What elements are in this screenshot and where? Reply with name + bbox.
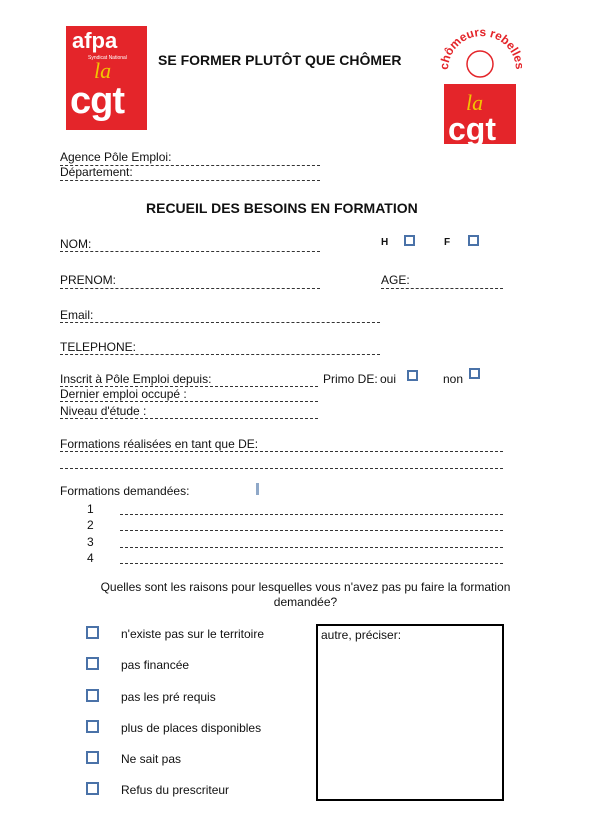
telephone-line[interactable]	[60, 354, 380, 355]
email-label: Email:	[60, 308, 94, 322]
demandee-number-2: 2	[87, 518, 94, 532]
autre-preciser-label: autre, préciser:	[321, 628, 402, 642]
non-checkbox[interactable]	[469, 368, 480, 379]
prenom-label: PRENOM:	[60, 273, 117, 287]
reason-checkbox-2[interactable]	[86, 657, 99, 670]
oui-checkbox[interactable]	[407, 370, 418, 381]
primo-label: Primo DE:	[323, 372, 378, 386]
reason-checkbox-5[interactable]	[86, 751, 99, 764]
dernier-label: Dernier emploi occupé :	[60, 387, 187, 401]
prenom-line[interactable]	[60, 288, 320, 289]
reason-label-2: pas financée	[121, 658, 190, 672]
nom-line[interactable]	[60, 251, 320, 252]
demandees-label: Formations demandées:	[60, 484, 190, 498]
telephone-label: TELEPHONE:	[60, 340, 137, 354]
dernier-line[interactable]	[60, 401, 318, 402]
h-checkbox[interactable]	[404, 235, 415, 246]
realisees-line-2[interactable]	[60, 468, 503, 469]
inscrit-label: Inscrit à Pôle Emploi depuis:	[60, 372, 212, 386]
departement-line[interactable]	[60, 180, 320, 181]
nom-label: NOM:	[60, 237, 92, 251]
realisees-line-1[interactable]	[60, 451, 503, 452]
email-line[interactable]	[60, 322, 380, 323]
reason-checkbox-6[interactable]	[86, 782, 99, 795]
reason-checkbox-3[interactable]	[86, 689, 99, 702]
age-label: AGE:	[381, 273, 410, 287]
reason-label-5: Ne sait pas	[121, 752, 182, 766]
demandee-number-3: 3	[87, 535, 94, 549]
niveau-label: Niveau d'étude :	[60, 404, 147, 418]
non-label: non	[443, 372, 464, 386]
demandee-number-1: 1	[87, 502, 94, 516]
f-checkbox[interactable]	[468, 235, 479, 246]
afpa-cgt-logo	[66, 26, 147, 130]
page-title: SE FORMER PLUTÔT QUE CHÔMER	[158, 52, 402, 68]
logo-la-text: la	[94, 58, 112, 83]
question-line-1: Quelles sont les raisons pour lesquelles vous n'avez pas pu faire la formation	[100, 580, 511, 594]
autre-preciser-box[interactable]	[316, 624, 504, 801]
logo-right-cgt: cgt	[448, 111, 496, 146]
logo-arc-text: chômeurs rebell	[438, 26, 522, 71]
reason-label-1: n'existe pas sur le territoire	[121, 627, 265, 641]
agence-label: Agence Pôle Emploi:	[60, 150, 172, 164]
age-line[interactable]	[381, 288, 503, 289]
h-label: H	[381, 237, 389, 248]
reason-label-3: pas les pré requis	[121, 690, 216, 704]
text-cursor-mark	[256, 483, 259, 495]
demandee-line-4[interactable]	[120, 563, 503, 564]
f-label: F	[444, 237, 451, 248]
demandee-line-1[interactable]	[120, 514, 503, 515]
niveau-line[interactable]	[60, 418, 318, 419]
reason-label-6: Refus du prescriteur	[121, 783, 230, 797]
logo-cgt-text: cgt	[70, 80, 124, 122]
demandee-line-2[interactable]	[120, 530, 503, 531]
departement-label: Département:	[60, 165, 133, 179]
logo-afpa-text: afpa	[72, 28, 118, 53]
demandee-number-4: 4	[87, 551, 94, 565]
reason-checkbox-4[interactable]	[86, 720, 99, 733]
question-line-2: demandée?	[273, 595, 338, 609]
reason-checkbox-1[interactable]	[86, 626, 99, 639]
realisees-label: Formations réalisées en tant que DE:	[60, 437, 259, 451]
chomeurs-rebelles-logo	[438, 26, 522, 146]
logo-small-text: Syndicat National	[88, 55, 127, 61]
reason-label-4: plus de places disponibles	[121, 721, 262, 735]
oui-label: oui	[380, 372, 397, 386]
logo-right-la: la	[466, 90, 484, 115]
form-title: RECUEIL DES BESOINS EN FORMATION	[146, 200, 418, 216]
demandee-line-3[interactable]	[120, 547, 503, 548]
